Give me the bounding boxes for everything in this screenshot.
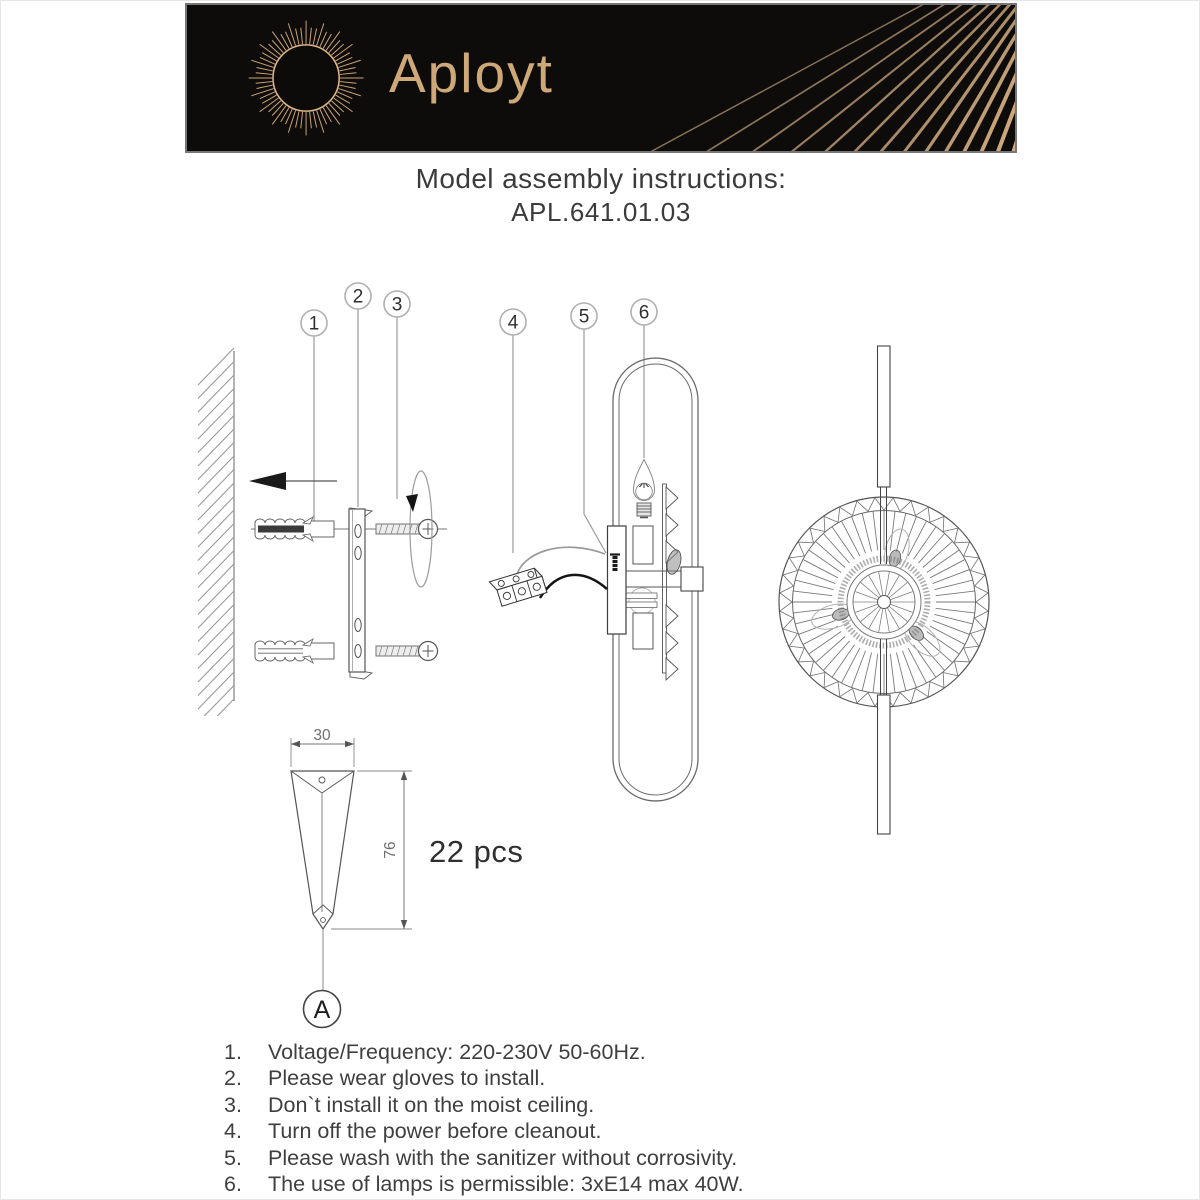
instructions-list (224, 1039, 744, 1197)
brand-banner (185, 3, 1017, 153)
callout-4 (500, 309, 526, 335)
page-title: Model assembly instructions: (415, 163, 787, 194)
lamp-arms (624, 526, 681, 649)
screw-upper (376, 520, 438, 539)
wall-hatching (198, 348, 234, 716)
model-number: APL.641.01.03 (511, 197, 691, 227)
instruction-text: Please wash with the sanitizer without corrosivity. (268, 1145, 738, 1170)
height-dimension-label: 76 (382, 841, 399, 859)
instruction-item (224, 1092, 744, 1118)
wall-mounting-diagram (186, 279, 476, 716)
wall-hub-block (681, 567, 703, 591)
pendant-item-label: A (313, 996, 331, 1024)
instruction-item (224, 1065, 744, 1091)
direction-arrow (249, 472, 337, 490)
instruction-item (224, 1039, 744, 1065)
instruction-text: Voltage/Frequency: 220-230V 50-60Hz. (268, 1040, 646, 1064)
terminal-block (489, 567, 547, 608)
wall-plug-lower (255, 639, 334, 663)
instruction-number: 2. (224, 1066, 242, 1091)
mounting-plate (608, 526, 627, 634)
callout-6 (631, 299, 657, 325)
hub-center (878, 596, 891, 609)
candle-bulb (634, 460, 655, 518)
quantity-label: 22 pcs (429, 834, 524, 869)
callout-1 (301, 310, 327, 336)
svg-text:2: 2 (352, 286, 364, 308)
instruction-item (224, 1118, 744, 1144)
instruction-item (224, 1145, 744, 1171)
callout-leader-lines (513, 325, 644, 553)
callout-leader-lines (314, 309, 397, 521)
rear-lamp-outline (629, 588, 655, 614)
instruction-number: 4. (224, 1119, 242, 1144)
screw-lower (376, 642, 438, 661)
instruction-text: The use of lamps is permissible: 3xE14 max 40W. (268, 1172, 744, 1197)
instruction-text: Please wear gloves to install. (268, 1066, 546, 1091)
banner-artwork (187, 5, 1015, 151)
crystal-outline (291, 771, 354, 929)
callout-2 (345, 283, 371, 309)
sunburst-logo-center (273, 45, 339, 111)
instruction-number: 6. (224, 1172, 242, 1197)
instruction-text: Turn off the power before cleanout. (268, 1119, 602, 1144)
brand-name: Aployt (389, 42, 554, 104)
callout-5 (571, 303, 597, 329)
svg-text:6: 6 (638, 302, 650, 324)
instruction-number: 5. (224, 1145, 242, 1170)
width-dimension-label: 30 (313, 727, 331, 744)
decorative-rays (488, 5, 1015, 151)
mounting-bracket (349, 508, 372, 679)
instruction-item (224, 1171, 744, 1197)
instruction-number: 1. (224, 1040, 242, 1064)
width-dimension (291, 727, 354, 767)
svg-text:3: 3 (391, 294, 403, 316)
instruction-number: 3. (224, 1092, 242, 1117)
power-wire (540, 575, 607, 598)
crystal-pendant-detail-diagram (241, 716, 571, 1036)
callout-3 (384, 291, 410, 317)
wall-plug-upper (255, 517, 334, 541)
svg-text:5: 5 (578, 306, 590, 328)
fixture-front-view-diagram (766, 336, 1006, 866)
crystal-disc-edge (663, 484, 679, 680)
instruction-text: Don`t install it on the moist ceiling. (268, 1092, 595, 1117)
svg-text:1: 1 (308, 313, 320, 335)
svg-text:4: 4 (507, 312, 519, 334)
item-callout-a (304, 991, 341, 1028)
